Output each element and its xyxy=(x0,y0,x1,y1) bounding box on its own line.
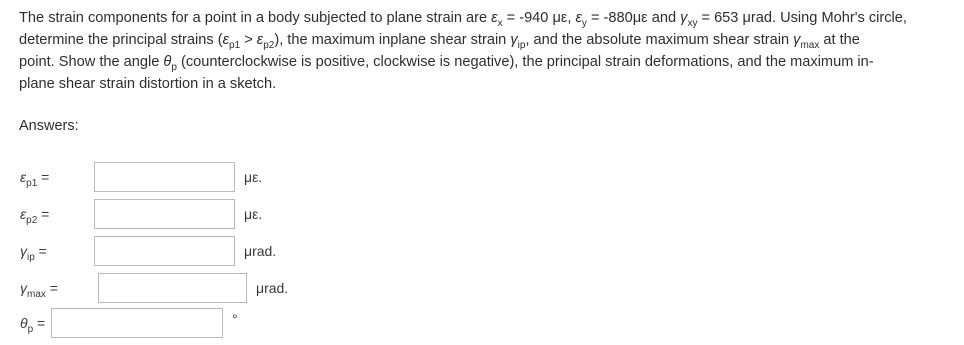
problem-text: The strain components for a point in a body subjected to plane strain are xyxy=(19,10,492,26)
gamma-ip-input[interactable] xyxy=(94,236,235,266)
answer-label-epsilon-p1 xyxy=(20,169,50,189)
theta-p-symbol: θ xyxy=(163,54,172,70)
answer-label-epsilon-p2 xyxy=(20,206,50,226)
answer-symbol: ε xyxy=(20,169,27,185)
epsilon-x-symbol: ε xyxy=(491,10,498,26)
epsilon-p2-unit: με. xyxy=(244,206,263,222)
answer-subscript: max xyxy=(27,288,46,300)
answer-symbol: γ xyxy=(20,243,27,259)
answer-subscript: p1 xyxy=(26,177,38,189)
greater-than: > xyxy=(240,32,257,48)
answer-subscript: ip xyxy=(27,251,35,263)
gamma-xy-subscript: xy xyxy=(687,17,698,29)
answer-label-gamma-ip xyxy=(20,243,47,263)
problem-text: , and the absolute maximum shear strain xyxy=(525,32,794,48)
answer-label-theta-p xyxy=(20,315,46,335)
problem-statement xyxy=(19,7,954,95)
epsilon-x-subscript: x xyxy=(497,17,503,29)
epsilon-p1-input[interactable] xyxy=(94,162,235,192)
answer-symbol: ε xyxy=(20,206,27,222)
answer-subscript: p xyxy=(27,323,34,335)
epsilon-p1-symbol: ε xyxy=(222,32,230,48)
epsilon-y-symbol: ε xyxy=(575,10,582,26)
problem-text: at the xyxy=(819,32,860,48)
theta-p-subscript: p xyxy=(171,61,177,73)
gamma-ip-unit: μrad. xyxy=(244,243,277,259)
epsilon-p1-unit: με. xyxy=(244,169,263,185)
theta-p-input[interactable] xyxy=(51,308,223,338)
epsilon-x-value: = -940 με, xyxy=(502,10,576,26)
gamma-max-input[interactable] xyxy=(98,273,247,303)
gamma-xy-value: = 653 μrad. Using Mohr's circle, xyxy=(697,10,907,26)
theta-p-unit: ° xyxy=(232,311,238,327)
equals-sign: = xyxy=(45,280,58,296)
epsilon-p2-input[interactable] xyxy=(94,199,235,229)
equals-sign: = xyxy=(37,206,50,222)
epsilon-p2-symbol: ε xyxy=(256,32,264,48)
answer-label-gamma-max xyxy=(20,280,58,300)
equals-sign: = xyxy=(37,169,50,185)
answer-subscript: p2 xyxy=(26,214,38,226)
gamma-ip-subscript: ip xyxy=(517,39,526,51)
problem-text: ), the maximum inplane shear strain xyxy=(274,32,511,48)
gamma-xy-symbol: γ xyxy=(680,10,688,26)
problem-text: point. Show the angle xyxy=(19,54,164,70)
answer-symbol: γ xyxy=(20,280,27,296)
epsilon-p2-subscript: p2 xyxy=(263,39,275,51)
gamma-max-unit: μrad. xyxy=(256,280,289,296)
equals-sign: = xyxy=(33,315,46,331)
equals-sign: = xyxy=(34,243,47,259)
epsilon-y-subscript: y xyxy=(581,17,587,29)
answer-symbol: θ xyxy=(20,315,28,331)
gamma-max-subscript: max xyxy=(800,39,820,51)
gamma-max-symbol: γ xyxy=(793,32,801,48)
epsilon-y-value: = -880με and xyxy=(586,10,681,26)
answers-heading: Answers: xyxy=(19,118,79,134)
problem-text: plane shear strain distortion in a sketch. xyxy=(19,76,277,92)
problem-text: (counterclockwise is positive, clockwise is negative), the principal strain deformations, and the maximum in- xyxy=(176,54,874,70)
problem-text: determine the principal strains ( xyxy=(19,32,223,48)
epsilon-p1-subscript: p1 xyxy=(229,39,241,51)
gamma-ip-symbol: γ xyxy=(510,32,518,48)
